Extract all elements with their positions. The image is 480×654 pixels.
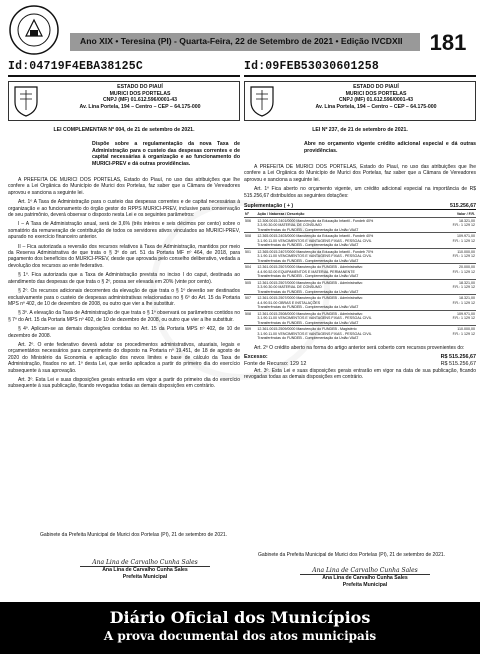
- row-amount: [438, 295, 476, 311]
- paragraph: § 3º. A elevação da Taxa de Administração de que trata o § 1º observará os parâmetros contidos no § 7º do Art. 15 da Portaria MPS nº 402, de 10 de dezembro de 2008, ou outro que vier a lhe substituir.: [8, 310, 240, 323]
- document-id: Id:09FEB53030601258: [244, 60, 476, 77]
- paragraph: § 1º. Fica autorizada que a Taxa de Administração prevista no inciso I do caput, destinada ao atendimento das despesas de que trata o § 2º, possa ser elevada em 20% (vinte por cento).: [8, 272, 240, 285]
- org-header: [8, 81, 240, 121]
- row-number: 504: [244, 264, 256, 280]
- page-header: [0, 0, 480, 56]
- row-amount: [438, 217, 476, 233]
- row-nature: 3.3.90.30.00 MATERIAL DE CONSUMO: [257, 223, 322, 228]
- row-nature: 3.1.90.11.00 VENCIMENTOS E VANTAGENS FIXAS - PESSOAL CIVIL: [257, 316, 372, 321]
- col-header: Ação / Natureza / Descrição: [257, 212, 305, 217]
- row-number: 505: [244, 279, 256, 295]
- supplement-header: [244, 203, 476, 210]
- page-number: 181: [429, 30, 467, 55]
- row-nature: 3.1.90.11.00 VENCIMENTOS E VANTAGENS FIXAS - PESSOAL CIVIL: [257, 238, 372, 243]
- row-fr: F.R.: 1 129 12: [452, 223, 475, 228]
- row-source: Transferências do FUNDEB - Complementação da União VAAT: [257, 258, 359, 263]
- row-description: [256, 217, 438, 233]
- row-value: 18.321,00: [459, 280, 475, 285]
- paragraph: II – Fica autorizada a reversão dos recursos relativos à Taxa de Administração, mantidos por meio da Reserva Administrativa de que trata o § 3º do art. 51 da Portaria MF nº 464, de 2018, para pagamento dos benefícios do MURICI-PREV, desde que aprovada pelo conselho deliberativo, vedada a devolução dos recursos ao ente federativo.: [8, 243, 240, 269]
- row-fr: F.R.: 1 129 12: [452, 285, 475, 290]
- row-description: [256, 233, 438, 249]
- row-amount: [438, 310, 476, 326]
- excesso-label: Excesso:: [244, 353, 268, 360]
- row-fr: F.R.: 1 129 12: [452, 300, 475, 305]
- footer-title: Diário Oficial dos Municípios: [109, 608, 371, 627]
- row-source: Transferências do FUNDEB - Complementação da União VAAT: [257, 336, 359, 341]
- row-amount: [438, 326, 476, 341]
- excesso-row: [244, 354, 476, 360]
- gabinete-right: Gabinete da Prefeita Municipal de Murici dos Portelas (PI), 21 de setembro de 2021.: [258, 552, 446, 558]
- paragraph: Art. 3º. Esta Lei e suas disposições gerais entrarão em vigor na data de sua publicação, ficando revogadas todas as demais disposições em contrário.: [244, 367, 476, 381]
- row-code: 12.365.0015.2403/0000 Manutenção da Educação Infantil - Fundeb 40%: [257, 234, 374, 239]
- row-number: 506: [244, 217, 256, 233]
- row-source: Transferências do FUNDEB - Complementação da União VAAT: [257, 274, 359, 279]
- row-value: 20.000,00: [459, 265, 475, 270]
- paragraph: § 4º. Aplicam-se as demais disposições contidas no Art. 15 da Portaria MPS nº 402, de 10 de dezembro de 2008.: [8, 326, 240, 339]
- org-text: [43, 84, 237, 110]
- row-source: Transferências do FUNDEB - Complementação da União VAAT: [257, 305, 359, 310]
- row-amount: [438, 248, 476, 264]
- paragraph: Art. 1º Fica aberto no orçamento vigente, um crédito adicional especial na importância de R$ 515.256,67 distribuídos as seguintes dotações:: [244, 186, 476, 199]
- table-row: [244, 326, 476, 341]
- org-name: ESTADO DO PIAUÍ: [117, 84, 163, 90]
- right-column: [244, 60, 476, 384]
- table-row: [244, 248, 476, 264]
- org-cnpj: CNPJ (MF) 01.612.596/0001-43: [338, 97, 414, 104]
- paragraph: Art. 2º. O ente federativo deverá adotar os procedimentos administrativos, atuariais, legais e orçamentários necessários para cumprimento do disposto na Portaria nº 19.451, de 18 de agosto de 2020 do Ministério da Economia e aplicação dos novos limites e base de cálculo da Taxa de Administração, fixados no art. 1º desta Lei, que serão aplicados a partir do primeiro dia do exercício subsequente à sua aprovação.: [8, 341, 240, 374]
- paragraph: Art. 1º A Taxa de Administração para o custeio das despesas correntes e de capital necessárias à organização e ao funcionamento do órgão gestor do RPPS MURICI-PREV, inclusive para conservação de seu patrimônio, deverá observar o disposto nesta Lei e os seguintes parâmetros:: [8, 199, 240, 219]
- fonte-row: [244, 361, 476, 367]
- paragraph: A PREFEITA DE MURICI DOS PORTELAS, Estado do Piauí, no uso das atribuições que lhe confere a Lei Orgânica do Município de Murici dos Portelas, faz saber que a Câmara de Vereadores aprovou e sanciona a seguinte lei.: [244, 164, 476, 183]
- signer-role: Prefeita Municipal: [342, 581, 388, 588]
- page-footer: [0, 602, 480, 654]
- row-number: 508: [244, 310, 256, 326]
- fonte-value: R$ 515.256,67: [440, 360, 476, 367]
- row-value: 110.000,00: [457, 249, 475, 254]
- law-ementa: Dispõe sobre a regulamentação da nova Taxa de Administração para o custeio das despesas correntes e de capital necessárias à organização e ao funcionamento do MURICI-PREV e dá outras providências.: [92, 141, 240, 167]
- org-name: ESTADO DO PIAUÍ: [353, 84, 399, 90]
- org-text: [279, 84, 473, 110]
- paragraph: § 2º. Os recursos adicionais decorrentes da elevação de que trata o § 1º deverão ser destinados exclusivamente para o custeio de despesas administrativas relacionadas no § 6º do Art. 15 da Portaria MPS nº 402, de 10 de dezembro de 2008, ou outro que vier a lhe substituir.: [8, 288, 240, 307]
- row-code: 12.361.0015.2509/0000 Manutenção do FUNDEB - Magistério: [257, 327, 357, 332]
- signer-role: Prefeita Municipal: [122, 573, 168, 580]
- col-header: Nº: [245, 212, 249, 217]
- row-code: 12.361.0015.2507/0000 Manutenção do FUNDEB - Administrativo: [257, 265, 363, 270]
- excesso-value: R$ 515.256,67: [440, 353, 476, 360]
- fonte-label: Fonte de Recurso: 129 12: [244, 360, 307, 367]
- row-amount: [438, 233, 476, 249]
- row-nature: 3.3.90.30.00 MATERIAL DE CONSUMO: [257, 285, 322, 290]
- table-row: [244, 233, 476, 249]
- left-column: [8, 60, 240, 393]
- paragraph: Art. 2º O crédito aberto na forma do artigo anterior será coberto com recursos provenientes do:: [254, 344, 465, 351]
- row-nature: 4.4.90.51.00 OBRAS E INSTALAÇÕES: [257, 300, 321, 305]
- org-city: MURICI DOS PORTELAS: [109, 90, 171, 97]
- row-description: [256, 279, 438, 295]
- signer-name: Ana Lina de Carvalho Cunha Sales: [322, 575, 408, 582]
- footer-subtitle: A prova documental dos atos municipais: [103, 629, 377, 643]
- paragraph: A PREFEITA DE MURICI DOS PORTELAS, Estado do Piauí, no uso das atribuições que lhe confere a Lei Orgânica do Município de Murici dos Portelas, faz saber que a Câmara de Vereadores aprovou e sanciona a seguinte lei.: [8, 177, 240, 196]
- org-address: Av. Lina Portela, 194 – Centro – CEP – 64.175-000: [79, 103, 201, 110]
- document-id: Id:04719F4EBA38125C: [8, 60, 240, 77]
- signer-name: Ana Lina de Carvalho Cunha Sales: [102, 567, 188, 574]
- org-city: MURICI DOS PORTELAS: [345, 90, 407, 97]
- row-code: 12.361.0015.2507/0000 Manutenção do FUNDEB - Administrativo: [257, 296, 363, 301]
- row-code: 12.306.0015.2401/0000 Manutenção da Educação Infantil - Fundeb 40%: [257, 218, 374, 223]
- row-source: Transferências do FUNDEB - Complementação da União VAAT: [257, 243, 359, 248]
- row-fr: F.R.: 1 129 12: [452, 238, 475, 243]
- row-code: 12.361.0015.2508/0000 Manutenção do FUNDEB - Administrativo: [257, 311, 363, 316]
- row-description: [256, 248, 438, 264]
- seal-icon: [8, 4, 60, 56]
- col-header: Valor / F.R.: [456, 212, 475, 217]
- paragraph: I – A Taxa de Administração anual, será de 3,6% (três inteiros e seis décimos por cento) sobre o somatório da remuneração de contribuição de todos os servidores ativos vinculados ao MURICI-PREV, apurado no exercício financeiro anterior.: [8, 221, 240, 241]
- table-row: [244, 310, 476, 326]
- supplement-value: 515.256,67: [450, 203, 476, 210]
- row-value: 18.321,00: [459, 296, 475, 301]
- row-code: 12.365.0015.2407/0000 Manutenção da Educação Infantil - Fundeb 70%: [257, 249, 374, 254]
- row-description: [256, 326, 438, 341]
- org-cnpj: CNPJ (MF) 01.612.596/0001-43: [102, 97, 178, 104]
- gabinete-left: Gabinete da Prefeita Municipal de Murici dos Portelas (PI), 21 de setembro de 2021.: [40, 532, 228, 538]
- row-description: [256, 264, 438, 280]
- row-source: Transferências do FUNDEB - Complementação da União VAAT: [257, 320, 359, 325]
- row-code: 12.361.0015.2507/0000 Manutenção do FUNDEB - Administrativo: [257, 280, 363, 285]
- row-amount: [438, 264, 476, 280]
- law-title: LEI Nº 237, de 21 de setembro de 2021.: [312, 127, 408, 133]
- signature-left: [60, 560, 230, 580]
- table-row: [244, 295, 476, 311]
- supplement-label: Suplementação ( + ): [244, 203, 294, 210]
- row-number: 509: [244, 326, 256, 341]
- row-value: 109.971,00: [457, 234, 475, 239]
- row-amount: [438, 279, 476, 295]
- row-fr: F.R.: 1 129 12: [452, 331, 475, 336]
- row-description: [256, 295, 438, 311]
- row-number: 508: [244, 233, 256, 249]
- signature-right: [280, 568, 450, 588]
- row-value: 109.971,00: [457, 311, 475, 316]
- row-number: 507: [244, 295, 256, 311]
- signature-cursive: Ana Lina de Carvalho Cunha Sales: [92, 559, 198, 566]
- allocation-table: [244, 212, 476, 341]
- coat-of-arms-icon: [11, 84, 41, 118]
- row-number: 501: [244, 248, 256, 264]
- edition-line: Ano XIX • Teresina (PI) - Quarta-Feira, 22 de Setembro de 2021 • Edição IVCDXII: [80, 36, 403, 46]
- org-address: Av. Lina Portela, 194 – Centro – CEP – 64.175-000: [315, 103, 437, 110]
- table-row: [244, 264, 476, 280]
- row-value: 110.000,00: [457, 327, 475, 332]
- row-nature: 3.1.90.11.00 VENCIMENTOS E VANTAGENS FIXAS - PESSOAL CIVIL: [257, 254, 372, 259]
- law-title: LEI COMPLEMENTAR Nº 004, de 21 de setembro de 2021.: [53, 127, 195, 133]
- law-ementa: Abre no orçamento vigente crédito adicional especial e dá outras providências.: [304, 141, 476, 154]
- row-description: [256, 310, 438, 326]
- row-fr: F.R.: 1 129 12: [452, 316, 475, 321]
- row-fr: F.R.: 1 129 12: [452, 254, 475, 259]
- paragraph: Art. 3º. Esta Lei e suas disposições gerais entrarão em vigor a partir do primeiro dia do exercício subsequente à sua publicação, ficando revogadas todas as demais disposições em contrário.: [8, 376, 240, 390]
- table-row: [244, 217, 476, 233]
- table-row: [244, 279, 476, 295]
- row-source: Transferências do FUNDEB - Complementação da União VAAT: [257, 289, 359, 294]
- signature-cursive: Ana Lina de Carvalho Cunha Sales: [312, 567, 418, 574]
- coat-of-arms-icon: [247, 84, 277, 118]
- row-fr: F.R.: 1 129 12: [452, 269, 475, 274]
- org-header: [244, 81, 476, 121]
- row-source: Transferências do FUNDEB - Complementação da União VAAT: [257, 227, 359, 232]
- row-value: 18.321,00: [459, 218, 475, 223]
- row-nature: 4.4.90.52.00 EQUIPAMENTOS E MATERIAL PERMANENTE: [257, 269, 355, 274]
- row-nature: 3.1.90.11.00 VENCIMENTOS E VANTAGENS FIXAS - PESSOAL CIVIL: [257, 331, 372, 336]
